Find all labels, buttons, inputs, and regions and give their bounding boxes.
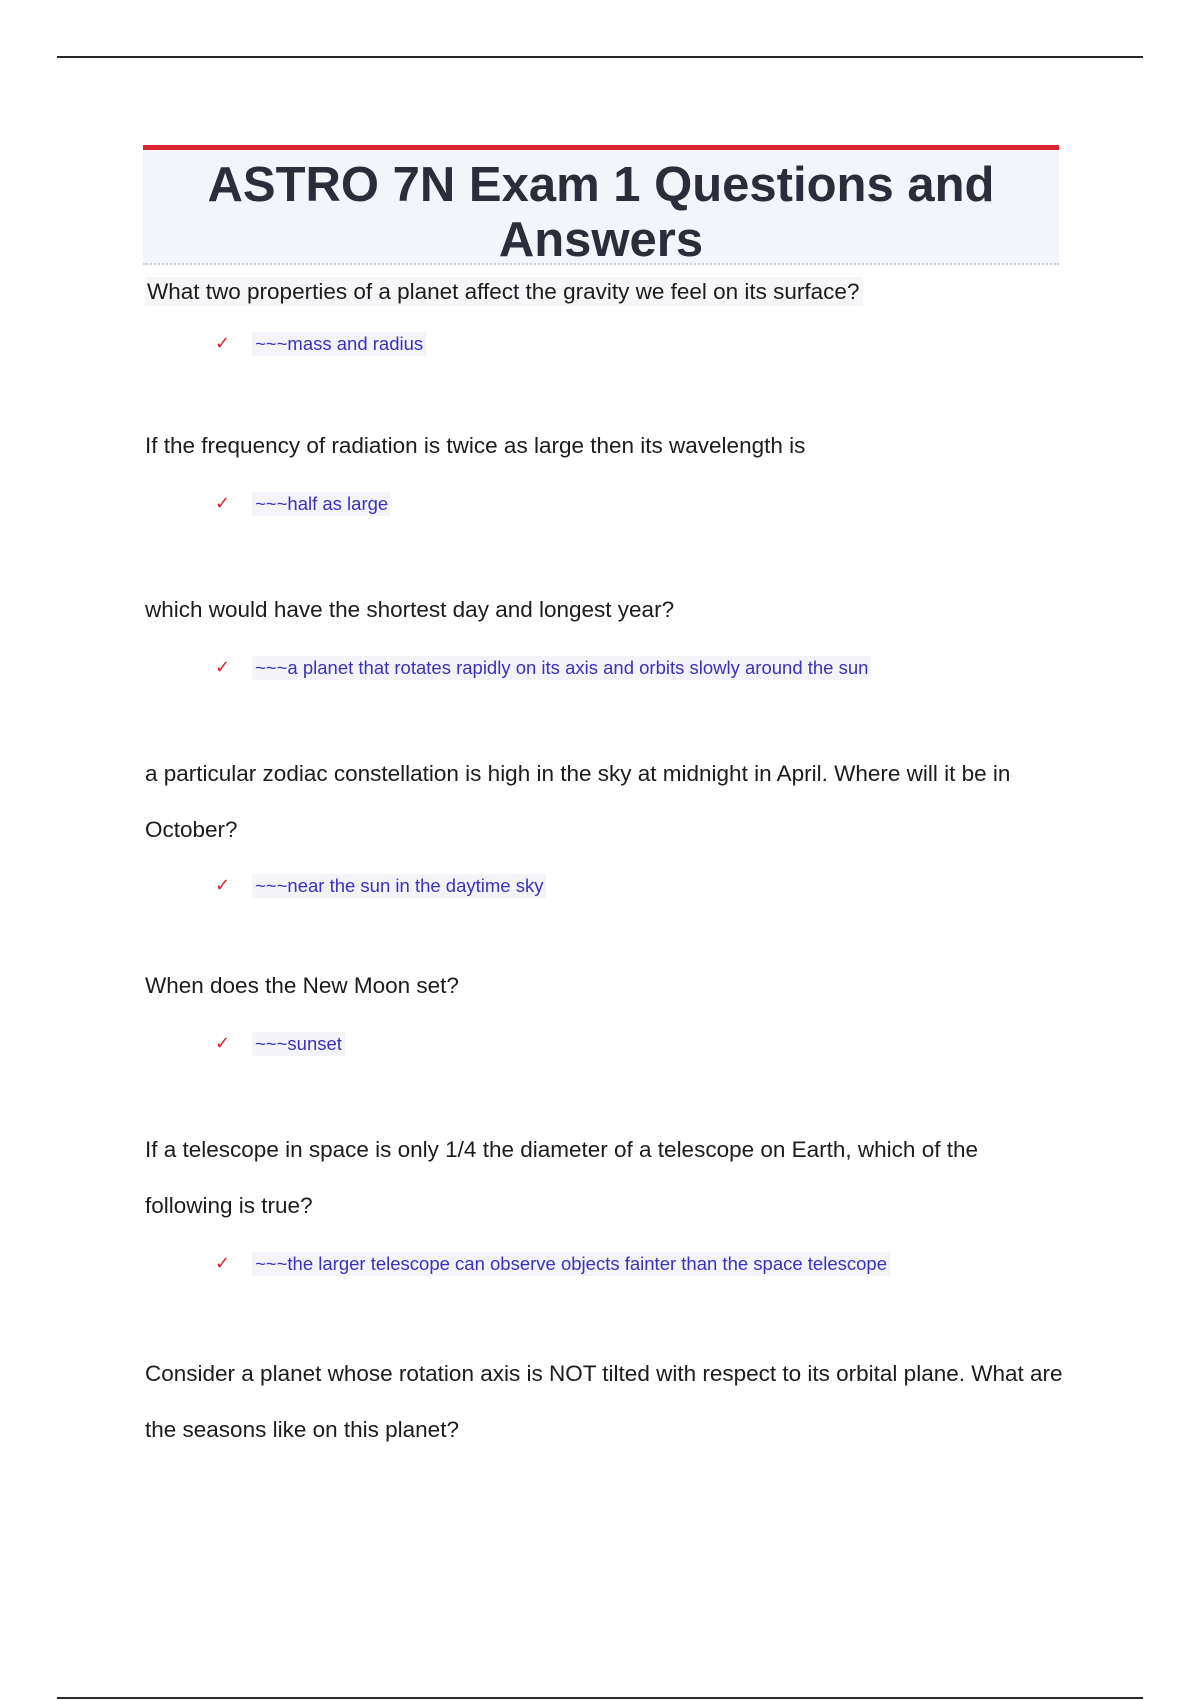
question-text: When does the New Moon set? (145, 973, 459, 998)
qa-item (145, 966, 1060, 1076)
page-bottom-rule (57, 1697, 1143, 1699)
answer-row (145, 480, 1060, 536)
title-banner (143, 145, 1059, 265)
checkmark-icon: ✓ (215, 493, 231, 514)
answer-text: ~~~near the sun in the daytime sky (252, 874, 546, 898)
answer-row (145, 320, 1060, 376)
question-text: which would have the shortest day and longest year? (145, 597, 675, 622)
qa-list (145, 272, 1063, 1458)
question-text: a particular zodiac constellation is high in the sky at midnight in April. Where will it be in October? (145, 761, 1011, 842)
qa-item (145, 426, 1060, 536)
checkmark-icon: ✓ (215, 875, 231, 896)
checkmark-icon: ✓ (215, 333, 231, 354)
answer-text: ~~~mass and radius (252, 332, 426, 356)
page-top-rule (57, 56, 1143, 58)
answer-row (145, 644, 1060, 700)
question-text: What two properties of a planet affect the gravity we feel on its surface? (145, 272, 1060, 312)
answer-row (145, 862, 1060, 918)
checkmark-icon: ✓ (215, 1033, 231, 1054)
answer-row (145, 1020, 1060, 1076)
document-title: ASTRO 7N Exam 1 Questions and Answers (207, 158, 995, 267)
question-text: Consider a planet whose rotation axis is NOT tilted with respect to its orbital plane. What are the seasons like on this planet? (145, 1361, 1063, 1442)
qa-item (145, 272, 1060, 376)
qa-item (145, 590, 1060, 700)
answer-row (145, 1240, 1060, 1296)
answer-text: ~~~a planet that rotates rapidly on its axis and orbits slowly around the sun (252, 656, 871, 680)
answer-text: ~~~sunset (252, 1032, 345, 1056)
checkmark-icon: ✓ (215, 657, 231, 678)
question-text: If the frequency of radiation is twice as large then its wavelength is (145, 433, 806, 458)
answer-text: ~~~half as large (252, 492, 391, 516)
qa-item (145, 746, 1060, 918)
question-text: If a telescope in space is only 1/4 the diameter of a telescope on Earth, which of the following is true? (145, 1137, 978, 1218)
checkmark-icon: ✓ (215, 1253, 231, 1274)
answer-text: ~~~the larger telescope can observe objects fainter than the space telescope (252, 1252, 890, 1276)
qa-item (145, 1122, 1060, 1296)
qa-item (145, 1346, 1063, 1458)
